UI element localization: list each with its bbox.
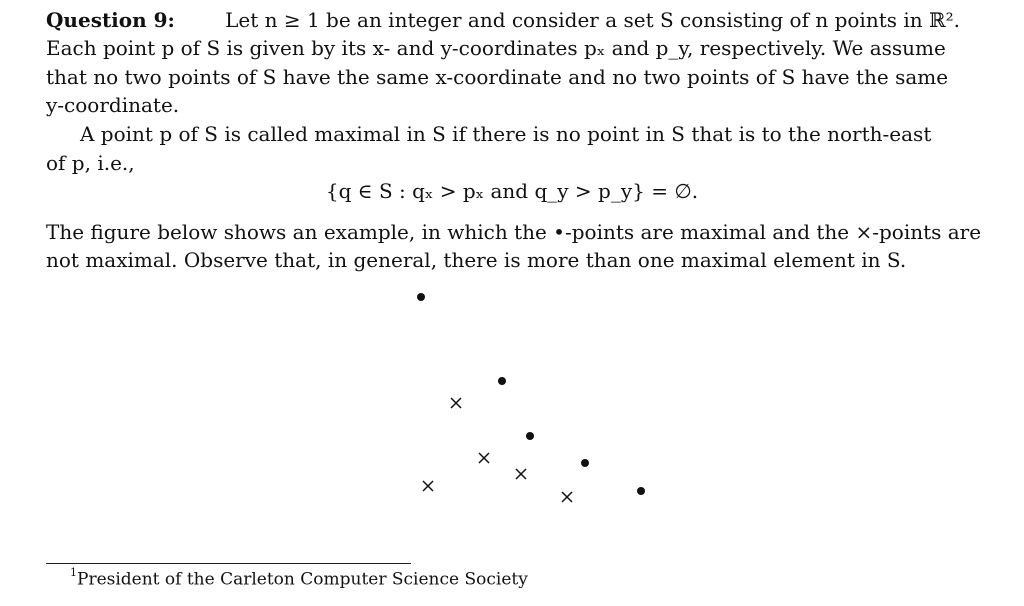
non-maximal-point <box>516 469 526 479</box>
maximal-points <box>417 293 645 495</box>
footnote-text: President of the Carleton Computer Science Society <box>77 569 528 590</box>
figure-description-line-1: The figure below shows an example, in which the •-points are maximal and the ×-points are <box>46 220 982 244</box>
question-label: Question 9: <box>46 8 175 32</box>
non-maximal-point <box>423 481 433 491</box>
footnote <box>70 566 528 590</box>
non-maximal-point <box>562 492 572 502</box>
maximal-point <box>581 459 589 467</box>
maximal-point <box>498 377 506 385</box>
non-maximal-points <box>423 398 572 502</box>
question-line-1 <box>46 10 960 30</box>
question-line-1-text: Let n ≥ 1 be an integer and consider a set S consisting of n points in ℝ². <box>225 8 960 32</box>
question-line-3: that no two points of S have the same x-coordinate and no two points of S have the same <box>46 65 949 89</box>
maximal-formula: {q ∈ S : qₓ > pₓ and q_y > p_y} = ∅. <box>325 179 699 203</box>
footnote-rule <box>46 563 411 564</box>
non-maximal-point <box>479 453 489 463</box>
question-line-4: y-coordinate. <box>46 93 180 117</box>
non-maximal-point <box>451 398 461 408</box>
definition-line-2: of p, i.e., <box>46 151 135 175</box>
maximal-point <box>417 293 425 301</box>
figure-description-line-2: not maximal. Observe that, in general, there is more than one maximal element in S. <box>46 248 907 272</box>
maximal-point <box>637 487 645 495</box>
definition-line-1: A point p of S is called maximal in S if there is no point in S that is to the north-east <box>80 122 932 146</box>
maximal-point <box>526 432 534 440</box>
footnote-mark: 1 <box>70 566 77 579</box>
question-line-2: Each point p of S is given by its x- and y-coordinates pₓ and p_y, respectively. We assume <box>46 36 946 60</box>
